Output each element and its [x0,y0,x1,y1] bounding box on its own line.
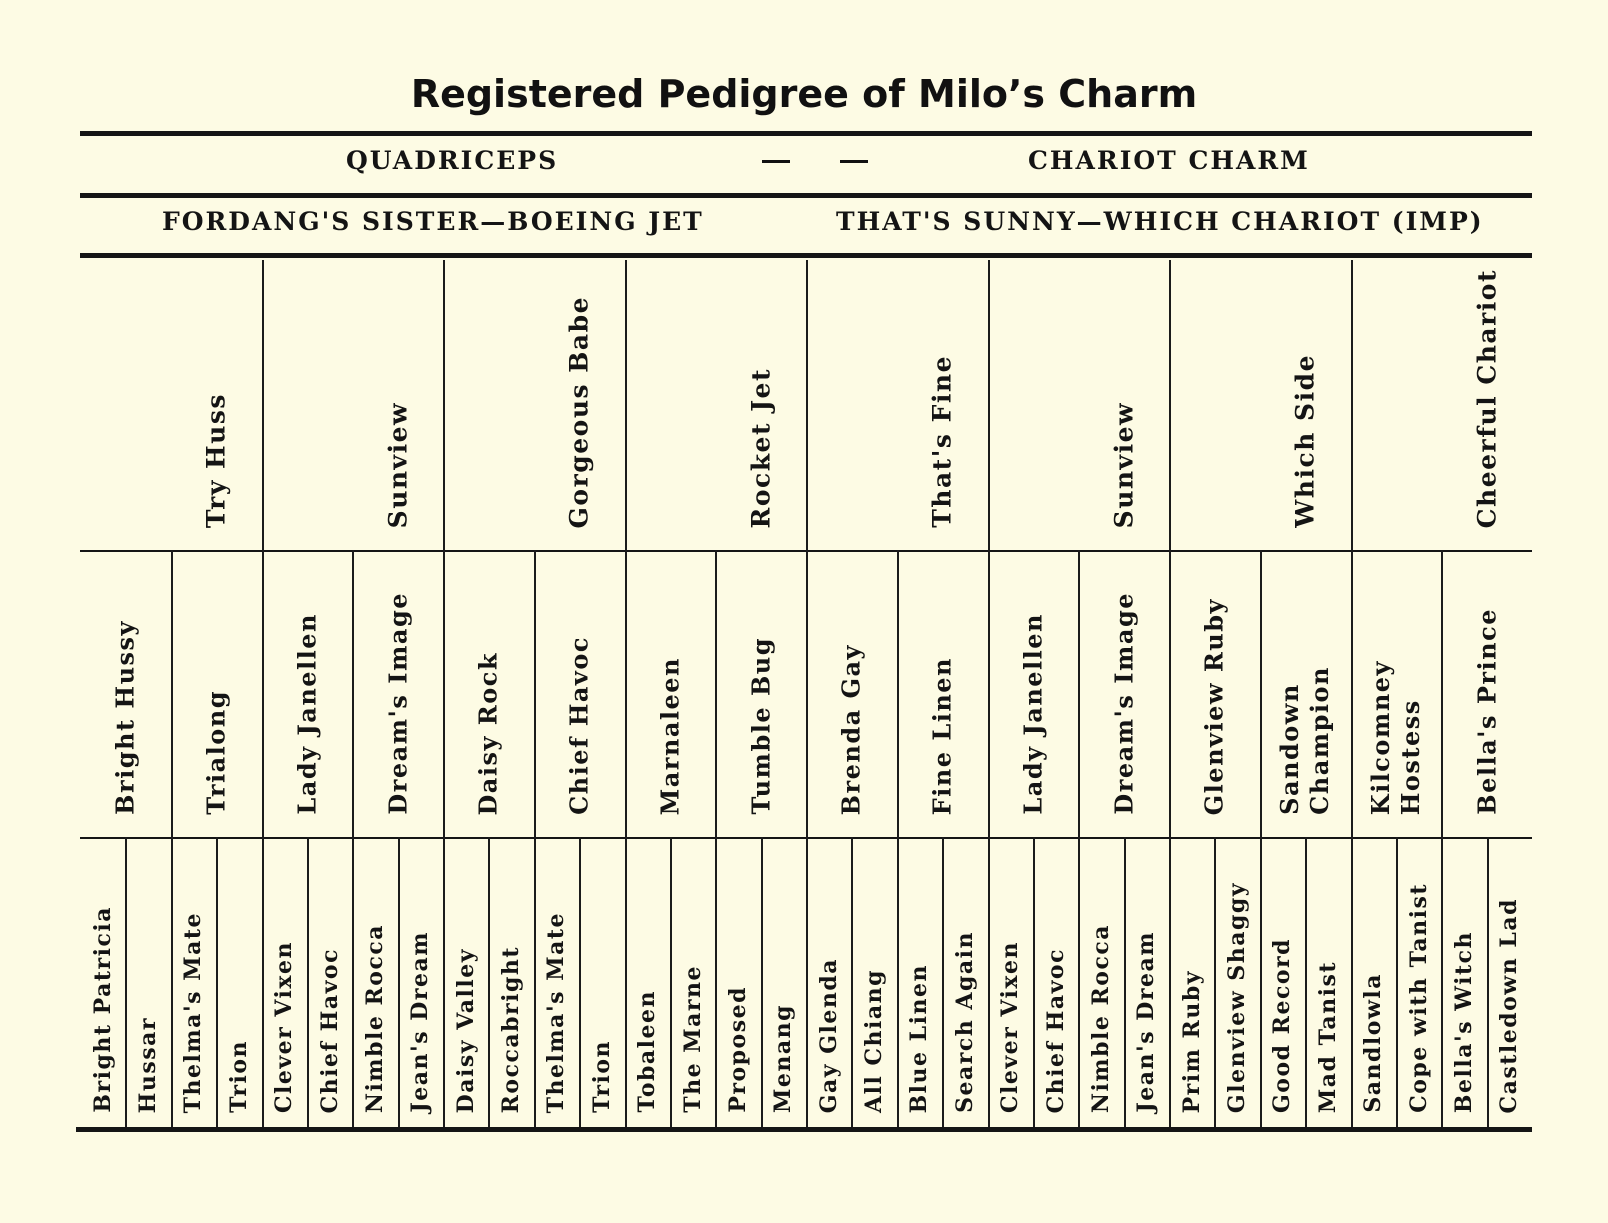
ancestor-gen4: Brenda Gay [836,643,866,815]
ancestor-gen5: Nimble Rocca [361,923,388,1113]
ancestor-gen5-cell [1305,837,1350,1127]
ancestor-gen5-cell [80,837,125,1127]
ancestor-gen5-cell [534,837,579,1127]
ancestor-gen5-cell [488,837,533,1127]
ancestor-gen4: Marnaleen [655,656,685,815]
ancestor-gen4-cell [897,550,988,837]
ancestor-gen5: Jean's Dream [1133,931,1160,1113]
ancestor-gen5: Bella's Witch [1450,930,1477,1113]
ancestor-gen5: Glenview Shaggy [1224,881,1251,1113]
page-title: Registered Pedigree of Milo’s Charm [410,72,1198,116]
ancestor-gen5-cell [171,837,216,1127]
ancestor-gen3: That's Fine [927,355,957,528]
ancestor-gen3: Try Huss [201,392,231,528]
ancestor-gen5-cell [761,837,806,1127]
ancestor-gen5-cell [1124,837,1169,1127]
ancestor-gen5-cell [1351,837,1396,1127]
ancestor-gen3-cell [897,260,988,550]
ancestor-gen4-cell [352,550,443,837]
ancestor-gen5: Chief Havoc [1042,947,1069,1113]
ancestor-gen4-cell [806,550,897,837]
ancestor-gen5: Roccabright [498,945,525,1113]
sire-name: QUADRICEPS [346,146,559,175]
ancestor-gen4: Bella's Prince [1472,608,1502,815]
ancestor-gen5: Thelma's Mate [543,911,570,1113]
ancestor-gen5: The Marne [679,965,706,1113]
ancestor-gen5-cell [125,837,170,1127]
ancestor-gen3: Sunview [1109,401,1139,528]
ancestor-gen3: Sunview [383,401,413,528]
ancestor-gen4: Dream's Image [383,592,413,815]
ancestor-gen4: Daisy Rock [473,651,503,815]
parents-rule [80,193,1532,198]
ancestor-gen4-cell [1441,550,1532,837]
ancestor-gen5: Menang [770,1004,797,1113]
ancestor-gen4: Bright Hussy [110,620,140,815]
ancestor-gen4: Glenview Ruby [1199,597,1229,815]
ancestor-gen3-cell [352,260,443,550]
dam-name: CHARIOT CHARM [1028,146,1310,175]
ancestor-gen3-cell [1078,260,1169,550]
ancestor-gen5-cell [1169,837,1214,1127]
ancestor-gen3-cell [534,260,625,550]
ancestor-gen4-cell [1078,550,1169,837]
ancestor-gen5: Trion [588,1040,615,1113]
ancestor-gen5-cell [1214,837,1259,1127]
ancestor-gen3-cell [171,260,262,550]
ancestor-gen5-cell [1396,837,1441,1127]
ancestor-gen5-cell [443,837,488,1127]
ancestor-gen5: Jean's Dream [407,931,434,1113]
grandparents-rule [80,253,1532,258]
ancestor-gen5-cell [1078,837,1123,1127]
dash-separator [762,160,790,163]
ancestor-gen4-cell [171,550,262,837]
top-rule [80,131,1532,136]
ancestor-gen5: Clever Vixen [997,940,1024,1113]
ancestor-gen4-cell [625,550,716,837]
ancestor-gen5: All Chiang [861,969,888,1113]
ancestor-gen5-cell [1441,837,1486,1127]
ancestor-gen5-cell [806,837,851,1127]
ancestor-gen5: Clever Vixen [271,940,298,1113]
ancestor-gen5: Proposed [724,986,751,1113]
ancestor-gen4: Lady Janellen [292,613,322,815]
ancestor-gen5: Mad Tanist [1314,960,1341,1113]
ancestor-gen4-cell [262,550,353,837]
ancestor-gen5: Search Again [951,931,978,1113]
ancestor-gen5-cell [262,837,307,1127]
ancestor-gen5-cell [352,837,397,1127]
ancestor-gen4-cell [80,550,171,837]
ancestor-gen5: Thelma's Mate [180,911,207,1113]
ancestor-gen5: Gay Glenda [815,957,842,1113]
ancestor-gen4: Lady Janellen [1018,613,1048,815]
ancestor-gen5-cell [670,837,715,1127]
grandparents-right: THAT'S SUNNY—WHICH CHARIOT (IMP) [836,207,1484,236]
dash-separator [840,160,868,163]
ancestor-gen4-cell [715,550,806,837]
ancestor-gen3-cell [1441,260,1532,550]
ancestor-gen5-cell [715,837,760,1127]
ancestor-gen5-cell [307,837,352,1127]
ancestor-gen3: Which Side [1290,354,1320,528]
ancestor-gen4: Chief Havoc [564,636,594,815]
ancestor-gen5: Castledown Lad [1496,897,1523,1113]
ancestor-gen5-cell [988,837,1033,1127]
ancestor-gen4-cell [443,550,534,837]
bottom-rule [76,1127,1532,1132]
ancestor-gen5: Cope with Tanist [1405,883,1432,1113]
ancestor-gen4: Dream's Image [1109,592,1139,815]
ancestor-gen5: Daisy Valley [452,947,479,1113]
ancestor-gen5-cell [851,837,896,1127]
ancestor-gen5: Trion [225,1040,252,1113]
ancestor-gen5-cell [1033,837,1078,1127]
ancestor-gen5: Tobaleen [634,990,661,1113]
ancestor-gen5-cell [942,837,987,1127]
ancestor-gen5: Chief Havoc [316,947,343,1113]
ancestor-gen5: Prim Ruby [1178,969,1205,1113]
ancestor-gen4-cell [988,550,1079,837]
grandparents-left: FORDANG'S SISTER—BOEING JET [162,207,704,236]
ancestor-gen4-cell [534,550,625,837]
ancestor-gen4: Fine Linen [927,656,957,815]
ancestor-gen4: Sandown Champion [1275,666,1335,815]
ancestor-gen5: Nimble Rocca [1087,923,1114,1113]
ancestor-gen4-cell [1260,550,1351,837]
ancestor-gen4: Kilcomney Hostess [1365,659,1425,815]
ancestor-gen5: Bright Patricia [89,906,116,1113]
ancestor-gen5-cell [398,837,443,1127]
ancestor-gen5-cell [216,837,261,1127]
ancestor-gen3: Rocket Jet [746,367,776,528]
ancestor-gen3-cell [1260,260,1351,550]
ancestor-gen5-cell [1260,837,1305,1127]
ancestor-gen5-cell [625,837,670,1127]
ancestor-gen4-cell [1169,550,1260,837]
ancestor-gen5-cell [579,837,624,1127]
ancestor-gen3: Gorgeous Babe [564,295,594,528]
ancestor-gen5: Hussar [135,1016,162,1113]
ancestor-gen5: Sandlowla [1360,973,1387,1113]
ancestor-gen4: Trialong [201,690,231,815]
ancestor-gen3: Cheerful Chariot [1472,268,1502,528]
ancestor-gen3-cell [715,260,806,550]
ancestor-gen4: Tumble Bug [746,637,776,815]
ancestor-gen5: Good Record [1269,937,1296,1113]
ancestor-gen5-cell [897,837,942,1127]
ancestor-gen4-cell [1351,550,1442,837]
ancestor-gen5: Blue Linen [906,963,933,1113]
ancestor-gen5-cell [1487,837,1532,1127]
